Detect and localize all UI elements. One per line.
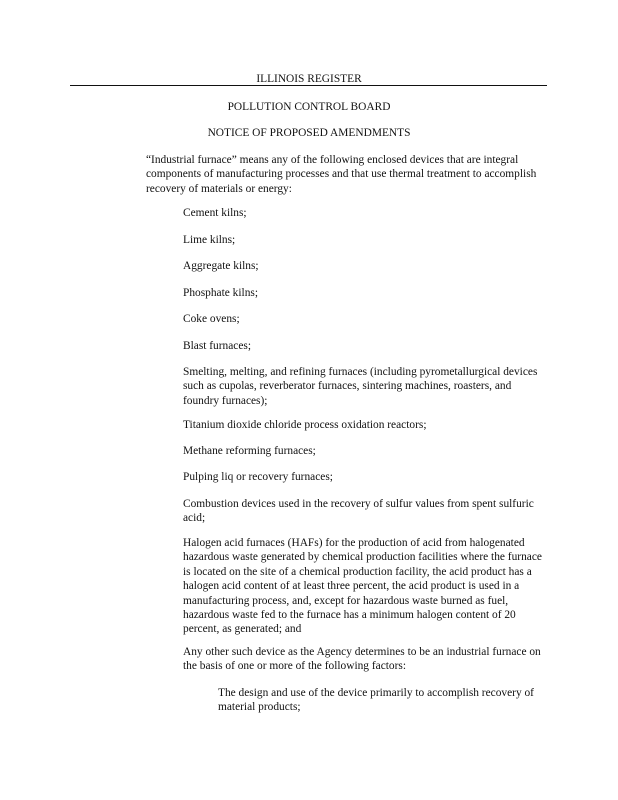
list-item: Titanium dioxide chloride process oxidation reactors;	[183, 419, 427, 431]
list-item: Halogen acid furnaces (HAFs) for the production of acid from halogenated hazardous waste generated by chemical production facilities where the furnace is located on the site of a chemical production facility, the acid product has a halogen acid content of at least three percent, the acid product is used in a manufacturing process, and, except for hazardous waste burned as fuel, hazardous waste fed to the furnace has a minimum halogen content of 20 percent, as generated; and	[183, 537, 542, 636]
list-item: Phosphate kilns;	[183, 287, 258, 299]
list-item: Lime kilns;	[183, 234, 236, 246]
list-item: Methane reforming furnaces;	[183, 445, 316, 457]
list-item: Cement kilns;	[183, 207, 247, 219]
board-title: POLLUTION CONTROL BOARD	[227, 101, 391, 113]
list-item: Aggregate kilns;	[183, 260, 259, 272]
list-item: Any other such device as the Agency determines to be an industrial furnace on the basis of one or more of the following factors:	[183, 646, 541, 673]
definition-paragraph: “Industrial furnace” means any of the following enclosed devices that are integral components of manufacturing processes and that use thermal treatment to accomplish recovery of materials or energy:	[146, 154, 537, 195]
list-item: Pulping liq or recovery furnaces;	[183, 471, 333, 483]
notice-title: NOTICE OF PROPOSED AMENDMENTS	[207, 127, 411, 139]
list-item: Smelting, melting, and refining furnaces (including pyrometallurgical devices such as cupolas, reverberator furnaces, sintering machines, roasters, and foundry furnaces);	[183, 366, 538, 407]
sub-list-item: The design and use of the device primarily to accomplish recovery of material products;	[218, 687, 534, 714]
list-item: Combustion devices used in the recovery of sulfur values from spent sulfuric acid;	[183, 498, 534, 525]
list-item: Blast furnaces;	[183, 340, 252, 352]
list-item: Coke ovens;	[183, 313, 240, 325]
register-title: ILLINOIS REGISTER	[256, 73, 362, 85]
